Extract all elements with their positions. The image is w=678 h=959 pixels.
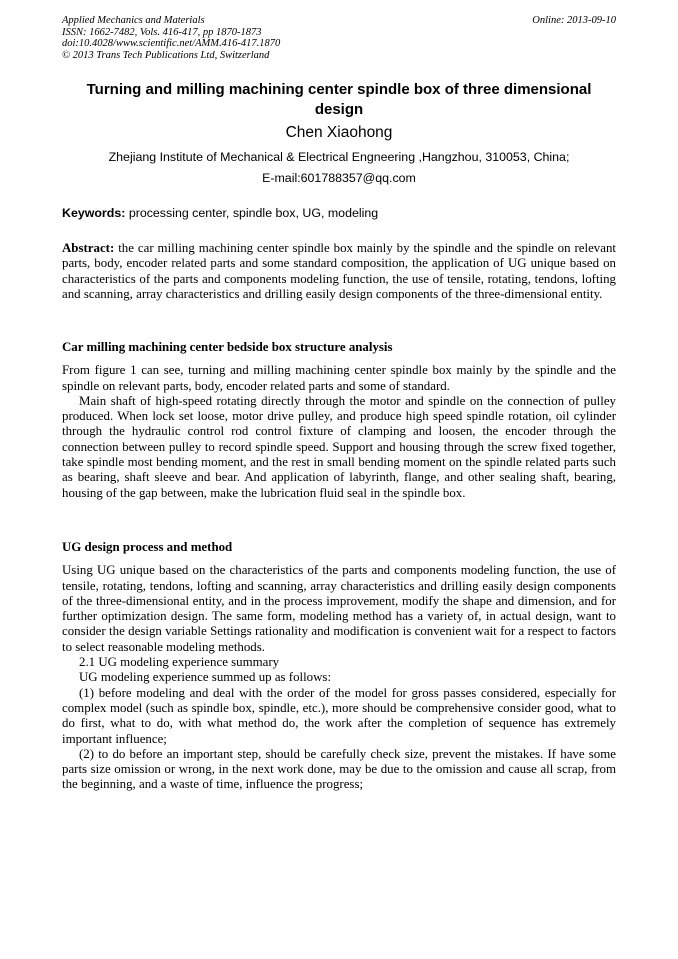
paragraph: Using UG unique based on the characteristics of the parts and components modeling function, the use of tensile, rotating, tendons, lofting and scanning, array characteristics and drilling easily design components of the three-dimensional entity, and in the process improvement, modify the shape and dimension, and for further optimization design. The same form, modeling method has a variety of, in actual design, want to consider the design variable Settings rationality and modification is convenient wait for a respect to factors to select reasonable modeling methods. — [62, 563, 616, 654]
section-structure-analysis — [62, 340, 616, 501]
keywords-label: Keywords: — [62, 206, 126, 220]
keywords — [62, 205, 616, 221]
list-item: (1) before modeling and deal with the order of the model for gross passes considered, especially for complex model (such as spindle box, spindle, etc.), more should be comprehensive consider good, what to do first, what to do, with what method do, the work after the completion of sequence has extremely important influence; — [62, 685, 616, 746]
paragraph: Main shaft of high-speed rotating directly through the motor and spindle on the connection of pulley produced. When lock set loose, motor drive pulley, and produce high speed spindle rotation, oil cylinder through the hydraulic control rod control fixture of clamping and loosen, the encoder through the connection between pulley to record spindle speed. Support and housing through the screw fixed together, take spindle most bending moment, and the rest in small bending moment on the spindle related parts such as bearing, shaft sleeve and bear. And application of labyrinth, flange, and other sealing shaft, bearing, housing of the gap between, make the lubrication fluid seal in the spindle box. — [62, 393, 616, 500]
abstract-label: Abstract: — [62, 241, 115, 255]
paragraph: UG modeling experience summed up as follows: — [79, 670, 332, 685]
section-heading: Car milling machining center bedside box structure analysis — [62, 340, 393, 354]
section-ug-design — [62, 540, 616, 793]
author-email: E-mail:601788357@qq.com — [262, 171, 416, 185]
paper-title: Turning and milling machining center spindle box of three dimensional design — [86, 81, 592, 118]
paragraph: From figure 1 can see, turning and milling machining center spindle box mainly by the spindle and the spindle on relevant parts, body, encoder related parts and some of standard. — [62, 363, 616, 393]
list-item: (2) to do before an important step, should be carefully check size, prevent the mistakes. If have some parts size omission or wrong, in the next work done, may be due to the omission and cause all scrap, from the beginning, and a waste of time, influence the progress; — [62, 746, 616, 792]
abstract — [62, 241, 616, 302]
abstract-text: the car milling machining center spindle box mainly by the spindle and the spindle on relevant parts, body, encoder related parts and some standard composition, the application of UG unique based on characteristics of the parts and components modeling function, the use of tensile, rotating, tendons, lofting and scanning, array characteristics and drilling easily design components of the three-dimensional entity. — [62, 241, 616, 301]
copyright-line: © 2013 Trans Tech Publications Ltd, Switzerland — [62, 49, 270, 61]
section-heading: UG design process and method — [62, 540, 233, 554]
doi-line: doi:10.4028/www.scientific.net/AMM.416-417.1870 — [62, 38, 281, 49]
journal-header — [62, 15, 616, 61]
affiliation: Zhejiang Institute of Mechanical & Electrical Engneering ,Hangzhou, 310053, China; — [108, 150, 570, 164]
online-date: Online: 2013-09-10 — [532, 15, 616, 26]
author-name: Chen Xiaohong — [285, 124, 393, 141]
subsection-heading: 2.1 UG modeling experience summary — [79, 655, 280, 670]
keywords-text: processing center, spindle box, UG, modeling — [128, 206, 379, 220]
issn-line: ISSN: 1662-7482, Vols. 416-417, pp 1870-1873 — [62, 26, 262, 38]
journal-name: Applied Mechanics and Materials — [62, 15, 205, 26]
